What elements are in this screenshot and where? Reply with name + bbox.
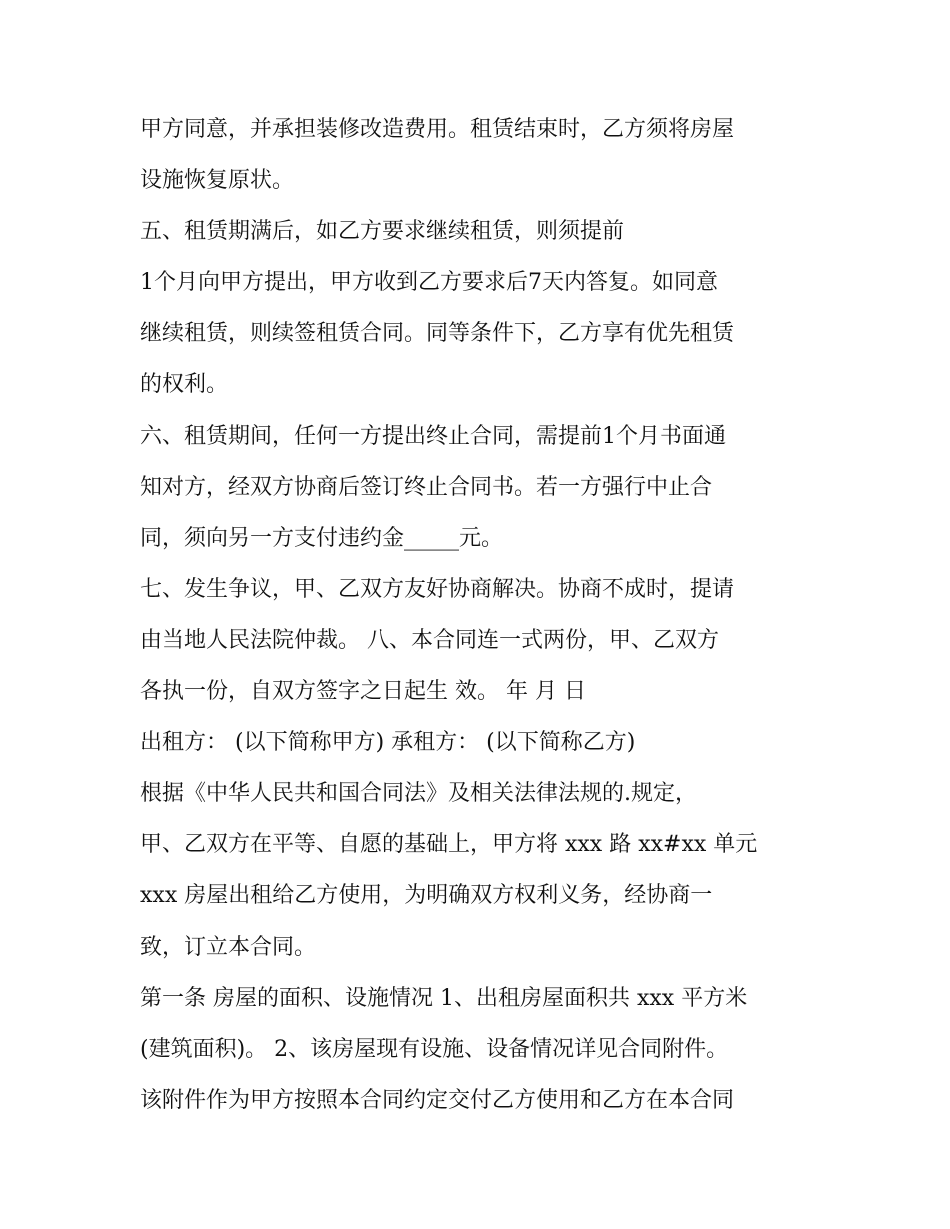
text-line: 出租方： (以下简称甲方) 承租方： (以下简称乙方) [140, 730, 636, 756]
text-line: 各执一份，自双方签字之日起生 效。 年 月 日 [140, 679, 586, 705]
text-line: 设施恢复原状。 [140, 168, 295, 194]
text-line: 由当地人民法院仲裁。 八、本合同连一式两份，甲、乙双方 [140, 627, 719, 653]
text-line: xxx 房屋出租给乙方使用，为明确双方权利义务，经协商一 [140, 883, 713, 909]
text-line: 的权利。 [140, 372, 229, 398]
text-line: 1个月向甲方提出，甲方收到乙方要求后7天内答复。如同意 [140, 270, 718, 296]
text-line: 根据《中华人民共和国合同法》及相关法律法规的.规定， [140, 781, 697, 807]
text-line: 该附件作为甲方按照本合同约定交付乙方使用和乙方在本合同 [140, 1087, 735, 1113]
text-line: 甲、乙双方在平等、自愿的基础上，甲方将 xxx 路 xx#xx 单元 [140, 832, 758, 858]
text-line: 六、租赁期间，任何一方提出终止合同，需提前1个月书面通 [140, 423, 726, 449]
text-line: 五、租赁期满后，如乙方要求继续租赁，则须提前 [140, 219, 625, 245]
text-line: 同，须向另一方支付违约金_____元。 [140, 525, 504, 551]
text-line: 继续租赁，则续签租赁合同。同等条件下，乙方享有优先租赁 [140, 321, 735, 347]
text-line: 第一条 房屋的面积、设施情况 1、出租房屋面积共 xxx 平方米 [140, 985, 748, 1011]
text-line: 致，订立本合同。 [140, 934, 317, 960]
document-body [140, 104, 830, 1126]
text-line: (建筑面积)。 2、该房屋现有设施、设备情况详见合同附件。 [140, 1036, 729, 1062]
text-line: 知对方，经双方协商后签订终止合同书。若一方强行中止合 [140, 474, 713, 500]
text-line: 七、发生争议，甲、乙双方友好协商解决。协商不成时，提请 [140, 576, 735, 602]
text-line: 甲方同意，并承担装修改造费用。租赁结束时，乙方须将房屋 [140, 117, 735, 142]
